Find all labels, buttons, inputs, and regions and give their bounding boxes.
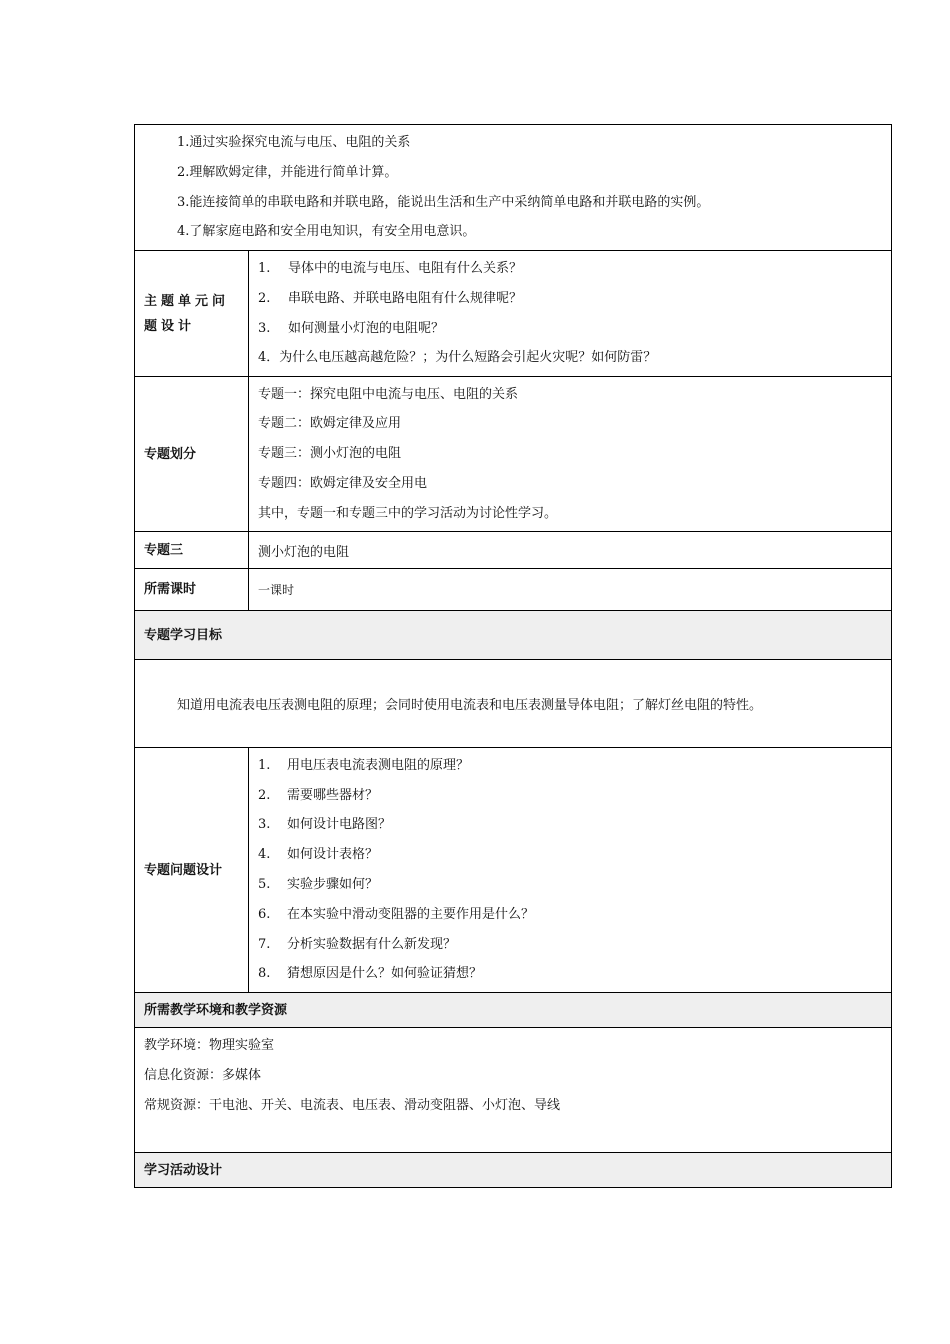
unit-goals-cell (135, 125, 892, 251)
activity-label: 学习活动设计 (135, 1153, 892, 1188)
objectives-text: 知道用电流表电压表测电阻的原理；会同时使用电流表和电压表测量导体电阻；了解灯丝电阻的特性。 (135, 660, 892, 748)
unit-goals-row (135, 125, 892, 251)
environment-header-row (135, 993, 892, 1028)
environment-row (135, 1028, 892, 1153)
topic-questions-row (135, 748, 892, 993)
question-item: 6. 在本实验中滑动变阻器的主要作用是什么？ (258, 906, 535, 922)
question-item: 3. 如何设计电路图？ (258, 817, 392, 833)
topic-item: 专题三：测小灯泡的电阻 (258, 446, 402, 462)
goal-item: 3.能连接简单的串联电路和并联电路，能说出生活和生产中采纳简单电路和并联电路的实例。 (177, 194, 710, 210)
objectives-label: 专题学习目标 (135, 611, 892, 660)
theme-questions-row (135, 251, 892, 377)
lesson-plan-page (134, 124, 891, 1188)
question-item: 3. 如何测量小灯泡的电阻呢？ (258, 320, 445, 336)
topic-item: 专题二：欧姆定律及应用 (258, 416, 402, 432)
topic3-value: 测小灯泡的电阻 (249, 532, 892, 569)
topic-item: 其中，专题一和专题三中的学习活动为讨论性学习。 (258, 505, 558, 521)
topic3-row (135, 532, 892, 569)
question-item: 7. 分析实验数据有什么新发现？ (258, 936, 457, 952)
goal-item: 4.了解家庭电路和安全用电知识，有安全用电意识。 (177, 224, 476, 240)
question-item: 1. 导体中的电流与电压、电阻有什么关系？ (258, 260, 523, 276)
resource-item: 常规资源：干电池、开关、电流表、电压表、滑动变阻器、小灯泡、导线 (144, 1097, 561, 1113)
hours-value: 一课时 (249, 569, 892, 611)
topics-label: 专题划分 (135, 377, 249, 532)
resource-item: 信息化资源：多媒体 (144, 1067, 262, 1083)
topic-questions-cell (249, 748, 892, 993)
question-item: 8. 猜想原因是什么？如何验证猜想？ (258, 966, 483, 982)
activity-header-row (135, 1153, 892, 1188)
goal-item: 2.理解欧姆定律，并能进行简单计算。 (177, 164, 398, 180)
topic3-label: 专题三 (135, 532, 249, 569)
hours-label: 所需课时 (135, 569, 249, 611)
hours-row (135, 569, 892, 611)
topic-item: 专题一：探究电阻中电流与电压、电阻的关系 (258, 386, 519, 402)
question-item: 4．为什么电压越高越危险？；为什么短路会引起火灾呢？如何防雷？ (258, 350, 657, 366)
environment-cell (135, 1028, 892, 1153)
objectives-header-row (135, 611, 892, 660)
topics-cell (249, 377, 892, 532)
theme-questions-cell (249, 251, 892, 377)
lesson-plan-table (134, 124, 892, 1188)
topic-item: 专题四：欧姆定律及安全用电 (258, 475, 428, 491)
environment-label: 所需教学环境和教学资源 (135, 993, 892, 1028)
question-item: 5. 实验步骤如何？ (258, 877, 379, 892)
topic-questions-label: 专题问题设计 (135, 748, 249, 993)
topics-row (135, 377, 892, 532)
goal-item: 1.通过实验探究电流与电压、电阻的关系 (177, 135, 411, 150)
theme-questions-label: 主题单元问题设计 (135, 251, 249, 377)
question-item: 4. 如何设计表格？ (258, 847, 379, 863)
objectives-row (135, 660, 892, 748)
resource-item: 教学环境：物理实验室 (144, 1038, 275, 1053)
question-item: 2. 需要哪些器材？ (258, 787, 379, 803)
question-item: 2. 串联电路、并联电路电阻有什么规律呢？ (258, 290, 523, 306)
question-item: 1. 用电压表电流表测电阻的原理？ (258, 757, 470, 773)
